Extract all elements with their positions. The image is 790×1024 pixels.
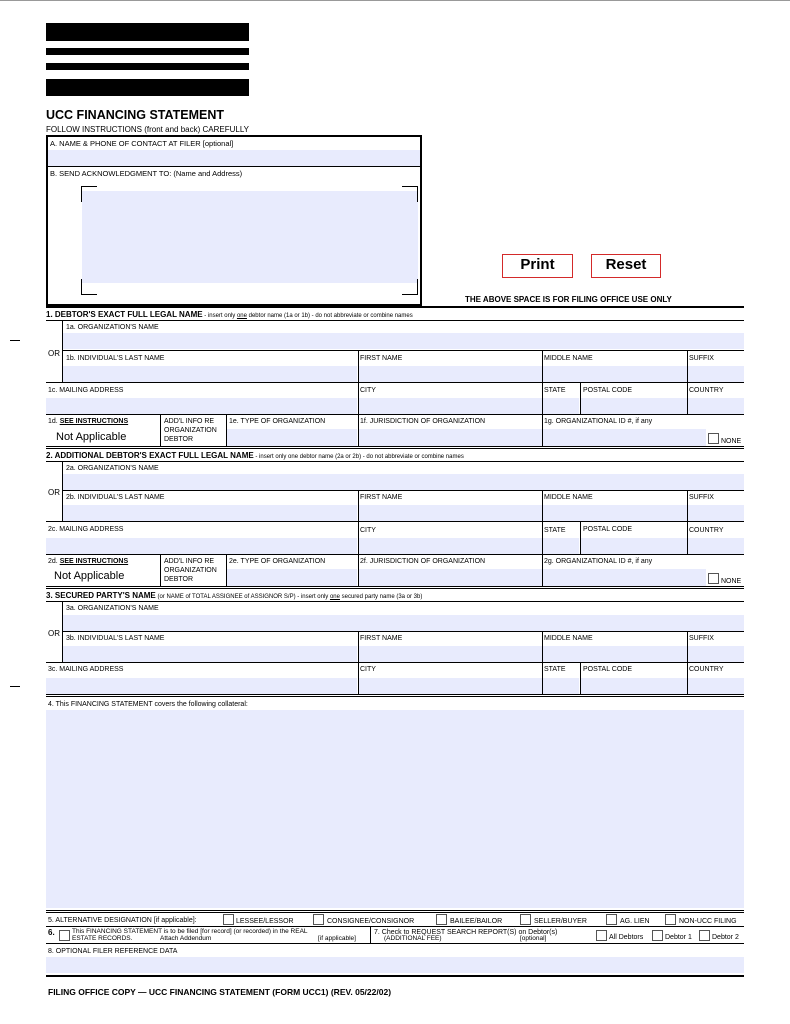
s3-suffix-input[interactable]	[688, 646, 744, 662]
s2-state-input[interactable]	[543, 538, 579, 554]
collateral-input[interactable]	[46, 710, 744, 908]
margin-tick-1	[10, 340, 20, 341]
header-bar-2	[46, 48, 249, 55]
s2-country-input[interactable]	[688, 538, 744, 554]
reset-button[interactable]: Reset	[591, 254, 661, 278]
s3-or: OR	[48, 629, 60, 638]
s3-city-label: CITY	[360, 666, 376, 673]
s1-middle-input[interactable]	[543, 366, 687, 382]
s2-rule-e2	[46, 588, 744, 589]
s6-line1: This FINANCING STATEMENT is to be filed [for record] (or recorded) in the REAL	[72, 928, 308, 935]
s1-postal-input[interactable]	[581, 398, 687, 414]
s1-country-input[interactable]	[688, 398, 744, 414]
s5-seller-label: SELLER/BUYER	[534, 918, 587, 925]
s2-city-input[interactable]	[359, 538, 542, 554]
s6-line2a: ESTATE RECORDS.	[72, 935, 133, 942]
s3-middle-input[interactable]	[543, 646, 687, 662]
s3-org-input[interactable]	[63, 615, 744, 631]
s2-addl-1: ADD'L INFO RE	[164, 558, 215, 565]
s2-orgid-label: 2g. ORGANIZATIONAL ID #, if any	[544, 558, 653, 565]
s1-not-applicable: Not Applicable	[56, 431, 127, 443]
s1-org-input[interactable]	[62, 333, 744, 349]
s1-rule-a	[46, 320, 744, 321]
s2-last-input[interactable]	[63, 505, 357, 521]
s2-rule-e	[46, 586, 744, 587]
s1-last-input[interactable]	[63, 366, 357, 382]
s2-org-label: 2a. ORGANIZATION'S NAME	[66, 465, 159, 472]
s8-rule	[46, 975, 744, 977]
s2-rule-c	[46, 521, 744, 522]
contact-a-label: A. NAME & PHONE OF CONTACT AT FILER [optional]	[50, 139, 234, 148]
s6-line2c: [if applicable]	[318, 935, 356, 942]
s5-nonucc-checkbox[interactable]	[665, 914, 676, 925]
s3-first-input[interactable]	[359, 646, 542, 662]
s1-state-label: STATE	[544, 387, 566, 394]
top-rule	[0, 0, 790, 1]
s2-postal-label: POSTAL CODE	[583, 526, 633, 533]
s5-nonucc-label: NON-UCC FILING	[679, 918, 737, 925]
s2-none-checkbox[interactable]	[708, 573, 719, 584]
s1-orgid-label: 1g. ORGANIZATIONAL ID #, if any	[544, 418, 653, 425]
s7-line1: 7. Check to REQUEST SEARCH REPORT(S) on Debtor(s)	[374, 929, 558, 936]
s1-rule-e2	[46, 448, 744, 449]
s2-rule-d	[46, 554, 744, 555]
s3-suffix-label: SUFFIX	[689, 635, 714, 642]
s1-see-label: 1d. SEE INSTRUCTIONS	[48, 418, 129, 425]
corner-bl	[81, 279, 97, 295]
s3-rule-b	[62, 631, 744, 632]
s1-rule-b	[62, 350, 744, 351]
s1-juris-label: 1f. JURISDICTION OF ORGANIZATION	[360, 418, 486, 425]
form-subtitle: FOLLOW INSTRUCTIONS (front and back) CAREFULLY	[46, 125, 250, 134]
s2-org-input[interactable]	[63, 474, 744, 490]
s2-juris-label: 2f. JURISDICTION OF ORGANIZATION	[360, 558, 486, 565]
s1-middle-label: MIDDLE NAME	[544, 355, 593, 362]
corner-tl	[81, 186, 97, 202]
s3-country-label: COUNTRY	[689, 666, 724, 673]
s7-rule	[46, 943, 744, 944]
s5-bailee-checkbox[interactable]	[436, 914, 447, 925]
s2-last-label: 2b. INDIVIDUAL'S LAST NAME	[66, 494, 165, 501]
s3-state-input[interactable]	[543, 678, 579, 694]
s6-checkbox[interactable]	[59, 930, 70, 941]
s3-rule-c	[46, 662, 744, 663]
s5-lessee-checkbox[interactable]	[223, 914, 234, 925]
s3-last-label: 3b. INDIVIDUAL'S LAST NAME	[66, 635, 165, 642]
header-bar-1	[46, 23, 249, 41]
s2-see-label: 2d. SEE INSTRUCTIONS	[48, 558, 129, 565]
s3-rule-a	[46, 601, 744, 602]
margin-tick-2	[10, 686, 20, 687]
s5-consignee-label: CONSIGNEE/CONSIGNOR	[327, 918, 415, 925]
s1-none-checkbox[interactable]	[708, 433, 719, 444]
s5-seller-checkbox[interactable]	[520, 914, 531, 925]
s7-line2b: [optional]	[520, 935, 547, 942]
s2-middle-input[interactable]	[543, 505, 687, 521]
s2-suffix-input[interactable]	[688, 505, 744, 521]
acknowledgment-input[interactable]	[82, 191, 418, 283]
s2-addl-3: DEBTOR	[164, 576, 194, 583]
s1-orgid-input[interactable]	[543, 429, 706, 446]
s7-debtor2-label: Debtor 2	[712, 934, 739, 941]
s3-org-label: 3a. ORGANIZATION'S NAME	[66, 605, 159, 612]
header-bar-3	[46, 63, 249, 70]
s2-first-label: FIRST NAME	[360, 494, 403, 501]
s5-bailee-label: BAILEE/BAILOR	[450, 918, 503, 925]
s3-first-label: FIRST NAME	[360, 635, 403, 642]
footer-text: FILING OFFICE COPY — UCC FINANCING STATEMENT (FORM UCC1) (REV. 05/22/02)	[48, 987, 392, 997]
s1-last-label: 1b. INDIVIDUAL'S LAST NAME	[66, 355, 165, 362]
s1-suffix-label: SUFFIX	[689, 355, 714, 362]
s1-org-vline	[62, 320, 63, 350]
s3-middle-label: MIDDLE NAME	[544, 635, 593, 642]
s3-rule-d2	[46, 696, 744, 697]
s1-first-input[interactable]	[359, 366, 542, 382]
s1-country-label: COUNTRY	[689, 387, 724, 394]
s3-mailing-label: 3c. MAILING ADDRESS	[48, 666, 124, 673]
section2-heading: 2. ADDITIONAL DEBTOR'S EXACT FULL LEGAL NAME - insert only one debtor name (2a or 2b) - do not abbreviate or combine names	[46, 451, 464, 460]
s7-all-label: All Debtors	[609, 934, 644, 941]
print-button[interactable]: Print	[502, 254, 573, 278]
s5-aglien-checkbox[interactable]	[606, 914, 617, 925]
section1-heading: 1. DEBTOR'S EXACT FULL LEGAL NAME - insert only one debtor name (1a or 1b) - do not abbreviate or combine names	[46, 310, 413, 319]
s2-type-input[interactable]	[227, 569, 357, 586]
s6-line2b: Attach Addendum	[160, 935, 212, 942]
s2-none-label: NONE	[721, 578, 742, 585]
s2-juris-input[interactable]	[359, 569, 542, 586]
s1-type-label: 1e. TYPE OF ORGANIZATION	[229, 418, 326, 425]
s3-last-input[interactable]	[63, 646, 357, 662]
section8-label: 8. OPTIONAL FILER REFERENCE DATA	[48, 948, 178, 955]
s1-state-input[interactable]	[543, 398, 579, 414]
s1-first-label: FIRST NAME	[360, 355, 403, 362]
s1-v5	[160, 414, 161, 446]
contact-a-input[interactable]	[48, 150, 420, 166]
s2-addl-2: ORGANIZATION	[164, 567, 217, 574]
s1-addl-2: ORGANIZATION	[164, 427, 217, 434]
s7-debtor1-checkbox[interactable]	[652, 930, 663, 941]
s5-aglien-label: AG. LIEN	[620, 918, 650, 925]
s2-not-applicable: Not Applicable	[54, 570, 125, 582]
s2-rule-b	[62, 490, 744, 491]
s3-postal-label: POSTAL CODE	[583, 666, 633, 673]
s2-postal-input[interactable]	[581, 538, 687, 554]
section4-label: 4. This FINANCING STATEMENT covers the following collateral:	[48, 701, 248, 708]
s1-city-label: CITY	[360, 387, 376, 394]
s3-city-input[interactable]	[359, 678, 542, 694]
rule-top-section1	[46, 306, 744, 308]
s1-rule-e	[46, 446, 744, 447]
s1-city-input[interactable]	[359, 398, 542, 414]
s2-middle-label: MIDDLE NAME	[544, 494, 593, 501]
s3-rule-d	[46, 694, 744, 695]
s7-debtor1-label: Debtor 1	[665, 934, 692, 941]
s3-country-input[interactable]	[688, 678, 744, 694]
form-title: UCC FINANCING STATEMENT	[46, 108, 224, 122]
s4-rule2	[46, 912, 744, 913]
s1-suffix-input[interactable]	[688, 366, 744, 382]
section3-heading: 3. SECURED PARTY'S NAME (or NAME of TOTAL ASSIGNEE of ASSIGNOR S/P) - insert only one secured party name (3a or 3b)	[46, 591, 423, 600]
s2-state-label: STATE	[544, 527, 566, 534]
s6-num: 6.	[48, 928, 55, 937]
s2-v5	[160, 554, 161, 586]
s1-type-input[interactable]	[227, 429, 357, 446]
s2-type-label: 2e. TYPE OF ORGANIZATION	[229, 558, 326, 565]
s3-postal-input[interactable]	[581, 678, 687, 694]
s2-city-label: CITY	[360, 527, 376, 534]
corner-tr	[402, 186, 418, 202]
s1-org-label: 1a. ORGANIZATION'S NAME	[66, 324, 159, 331]
s2-rule-a	[46, 461, 744, 462]
s5-rule	[46, 926, 744, 927]
contact-divider	[46, 166, 422, 167]
s2-first-input[interactable]	[359, 505, 542, 521]
s2-mailing-input[interactable]	[46, 538, 357, 554]
filing-office-note: THE ABOVE SPACE IS FOR FILING OFFICE USE ONLY	[465, 295, 672, 304]
s1-none-label: NONE	[721, 438, 742, 445]
s2-mailing-label: 2c. MAILING ADDRESS	[48, 526, 124, 533]
s7-all-checkbox[interactable]	[596, 930, 607, 941]
s1-mailing-input[interactable]	[46, 398, 357, 414]
s2-country-label: COUNTRY	[689, 527, 724, 534]
s6-v	[370, 926, 371, 943]
s5-consignee-checkbox[interactable]	[313, 914, 324, 925]
reference-input[interactable]	[46, 957, 744, 973]
s1-rule-c	[46, 382, 744, 383]
s3-state-label: STATE	[544, 666, 566, 673]
s2-orgid-input[interactable]	[543, 569, 706, 586]
section5-label: 5. ALTERNATIVE DESIGNATION [if applicable]:	[48, 917, 197, 924]
s1-postal-label: POSTAL CODE	[583, 387, 633, 394]
header-bar-4	[46, 79, 249, 96]
s1-addl-1: ADD'L INFO RE	[164, 418, 215, 425]
s2-or: OR	[48, 488, 60, 497]
s1-mailing-label: 1c. MAILING ADDRESS	[48, 387, 124, 394]
s1-or: OR	[48, 349, 60, 358]
s3-mailing-input[interactable]	[46, 678, 357, 694]
s7-debtor2-checkbox[interactable]	[699, 930, 710, 941]
s7-line2a: (ADDITIONAL FEE)	[384, 935, 442, 942]
corner-br	[402, 279, 418, 295]
s5-lessee-label: LESSEE/LESSOR	[236, 918, 294, 925]
s1-rule-d	[46, 414, 744, 415]
s4-rule	[46, 910, 744, 911]
contact-b-label: B. SEND ACKNOWLEDGMENT TO: (Name and Address)	[50, 169, 243, 178]
s2-suffix-label: SUFFIX	[689, 494, 714, 501]
s1-juris-input[interactable]	[359, 429, 542, 446]
s1-addl-3: DEBTOR	[164, 436, 194, 443]
